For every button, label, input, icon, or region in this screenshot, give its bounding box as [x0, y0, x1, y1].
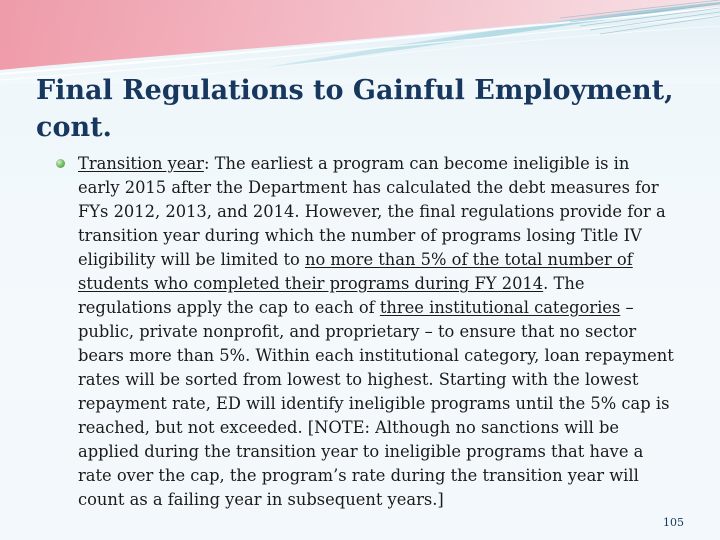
- bullet-text: [78, 152, 676, 512]
- bullet-dot-icon: [56, 159, 65, 168]
- page-number: 105: [663, 516, 684, 529]
- term-transition-year: Transition year: [78, 154, 204, 173]
- text-rest: – public, private nonprofit, and proprietary – to ensure that no sector bears more than 5%. Within each institutional category, loan repayment rates will be sorted from lowest to highest. Starting with the lowest repayment rate, ED will identify ineligible programs until the 5% cap is reached, but not exceeded. [NOTE: Although no sanctions will be applied during the transition year to ineligible programs that have a rate over the cap, the program’s rate during the transition year will count as a failing year in subsequent years.]: [78, 298, 674, 509]
- text-mid: . The regulations apply the cap to each of: [78, 274, 585, 317]
- slide-title: Final Regulations to Gainful Employment, cont.: [36, 75, 674, 143]
- text-intro: : The earliest a program can become ineligible is in early 2015 after the Department has calculated the debt measures for FYs 2012, 2013, and 2014. However, the final regulations provide for a transition year during which the number of programs losing Title IV eligibility will be limited to: [78, 154, 666, 269]
- list-item: [56, 152, 676, 512]
- categories-phrase: three institutional categories: [379, 298, 621, 317]
- bullet-list: [56, 152, 676, 512]
- limit-phrase: no more than 5% of the total number of students who completed their programs during FY 2014: [78, 250, 633, 293]
